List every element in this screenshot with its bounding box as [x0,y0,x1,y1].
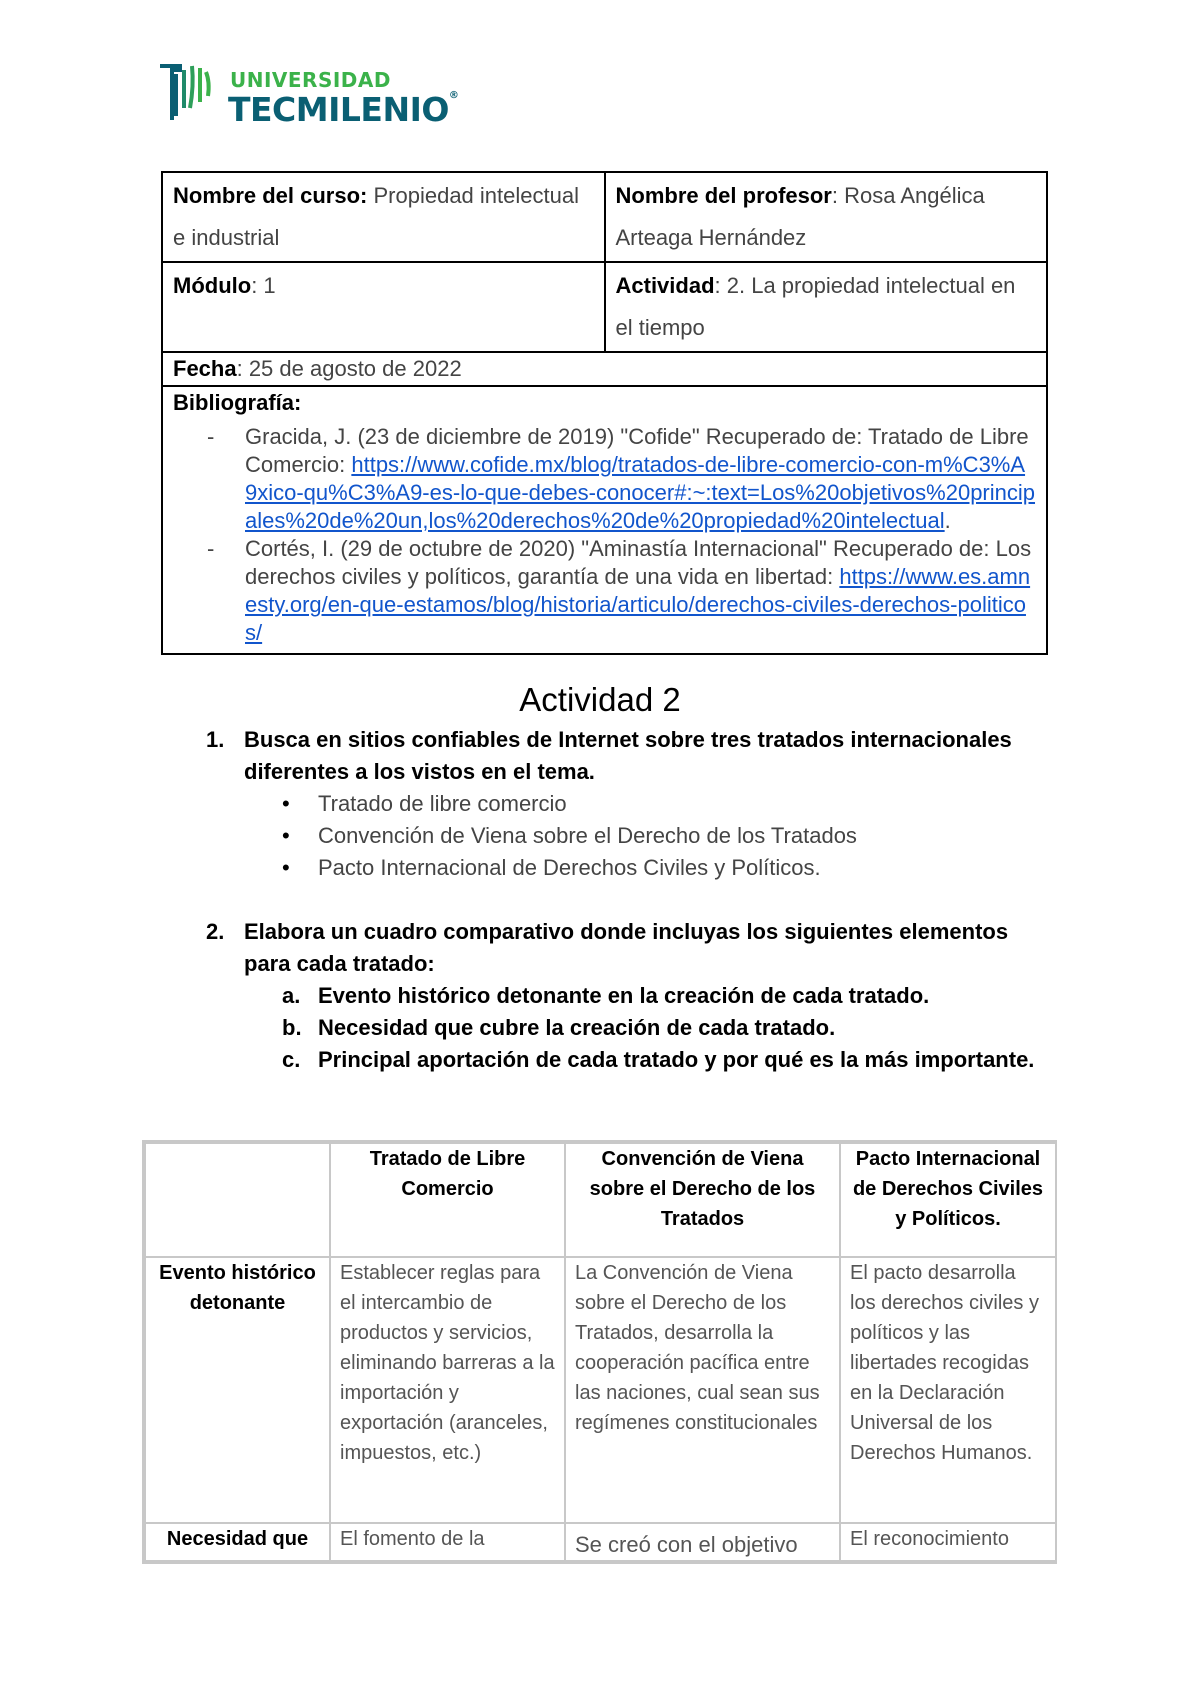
module-value: : 1 [251,273,276,298]
question-1-list [282,788,857,884]
row-header: Evento histórico detonante [145,1257,330,1523]
bibliography-label: Bibliografía: [173,390,302,415]
university-logo [158,62,458,132]
module-label: Módulo [173,273,252,298]
tecmilenio-logo-mark-icon [158,62,220,124]
question-number: 2. [206,919,225,944]
bibliography-link[interactable]: https://www.cofide.mx/blog/tratados-de-libre-comercio-con-m%C3%A9xico-qu%C3%A9-es-lo-que-debes-conocer#:~:text=Los%20objetivos%20principales%20de%20un,los%20derechos%20de%20propiedad%20intelectual [245,452,1036,533]
table-cell [565,1523,840,1561]
logo-registered-mark: ® [448,90,459,101]
logo-text-tecmilenio [228,90,458,129]
sub-item-letter: b. [282,1015,302,1040]
bibliography-cell [162,386,1047,654]
table-row [145,1523,1056,1561]
comparison-table [142,1140,1057,1564]
row-header: Necesidad que [145,1523,330,1561]
course-cell [162,172,605,262]
table-cell: El pacto desarrolla los derechos civiles y políticos y las libertades recogidas en la Declaración Universal de los Derechos Humanos. [840,1257,1056,1523]
professor-cell [605,172,1048,262]
module-cell [162,262,605,352]
table-header-row [145,1143,1056,1257]
professor-label: Nombre del profesor [615,183,832,208]
bibliography-link[interactable]: https://www.es.amnesty.org/en-que-estamos/blog/historia/articulo/derechos-civiles-derechos-politicos/ [245,564,1031,645]
activity-label: Actividad [615,273,715,298]
column-header: Convención de Viena sobre el Derecho de los Tratados [565,1143,840,1257]
list-item: • Pacto Internacional de Derechos Civiles y Políticos. [282,852,857,884]
column-header: Tratado de Libre Comercio [330,1143,565,1257]
table-cell: La Convención de Viena sobre el Derecho de los Tratados, desarrolla la cooperación pacífica entre las naciones, cual sean sus regímenes constitucionales [565,1257,840,1523]
table-row [145,1257,1056,1523]
date-cell [162,352,1047,386]
table-cell: El fomento de la [330,1523,565,1561]
date-label: Fecha [173,356,237,381]
question-number: 1. [206,727,225,752]
column-header: Pacto Internacional de Derechos Civiles y Políticos. [840,1143,1056,1257]
list-item: • Convención de Viena sobre el Derecho de los Tratados [282,820,857,852]
logo-text-universidad: UNIVERSIDAD [230,68,391,92]
sub-item-letter: c. [282,1047,301,1072]
professor-value: : Rosa Angélica Arteaga Hernández [615,183,985,250]
sub-item-letter: a. [282,983,301,1008]
bibliography-list [173,423,1036,647]
bibliography-text: Gracida, J. (23 de diciembre de 2019) "Cofide" Recuperado de: Tratado de Libre Comercio: [245,424,1029,477]
bibliography-item [245,423,1036,535]
table-cell-text: Se creó con el objetivo [575,1532,798,1557]
course-label: Nombre del curso: [173,183,368,208]
sub-item-text: Principal aportación de cada tratado y por qué es la más importante. [318,1047,1035,1072]
activity-title: Actividad 2 [519,681,681,718]
date-value: : 25 de agosto de 2022 [236,356,462,381]
logo-text-name: TECMILENIO [228,90,449,129]
table-cell: El reconocimiento [840,1523,1056,1561]
question-text: Elabora un cuadro comparativo donde incluyas los siguientes elementos para cada tratado: [244,919,1009,976]
course-info-table [161,171,1048,655]
activity-cell [605,262,1048,352]
table-cell: Establecer reglas para el intercambio de productos y servicios, eliminando barreras a la importación y exportación (aranceles, impuestos, etc.) [330,1257,565,1523]
sub-item-text: Necesidad que cubre la creación de cada tratado. [318,1015,836,1040]
bibliography-text: Cortés, I. (29 de octubre de 2020) "Aminastía Internacional" Recuperado de: Los derechos civiles y políticos, garantía de una vida en libertad: [245,536,1032,589]
bibliography-tail: . [944,508,951,533]
bibliography-item [245,535,1036,647]
list-item: • Tratado de libre comercio [282,788,857,820]
question-text: Busca en sitios confiables de Internet sobre tres tratados internacionales diferentes a los vistos en el tema. [244,727,1012,784]
column-header [145,1143,330,1257]
activity-value: : 2. La propiedad intelectual en el tiempo [615,273,1016,340]
course-value: Propiedad intelectual e industrial [173,183,579,250]
sub-item-text: Evento histórico detonante en la creación de cada tratado. [318,983,930,1008]
